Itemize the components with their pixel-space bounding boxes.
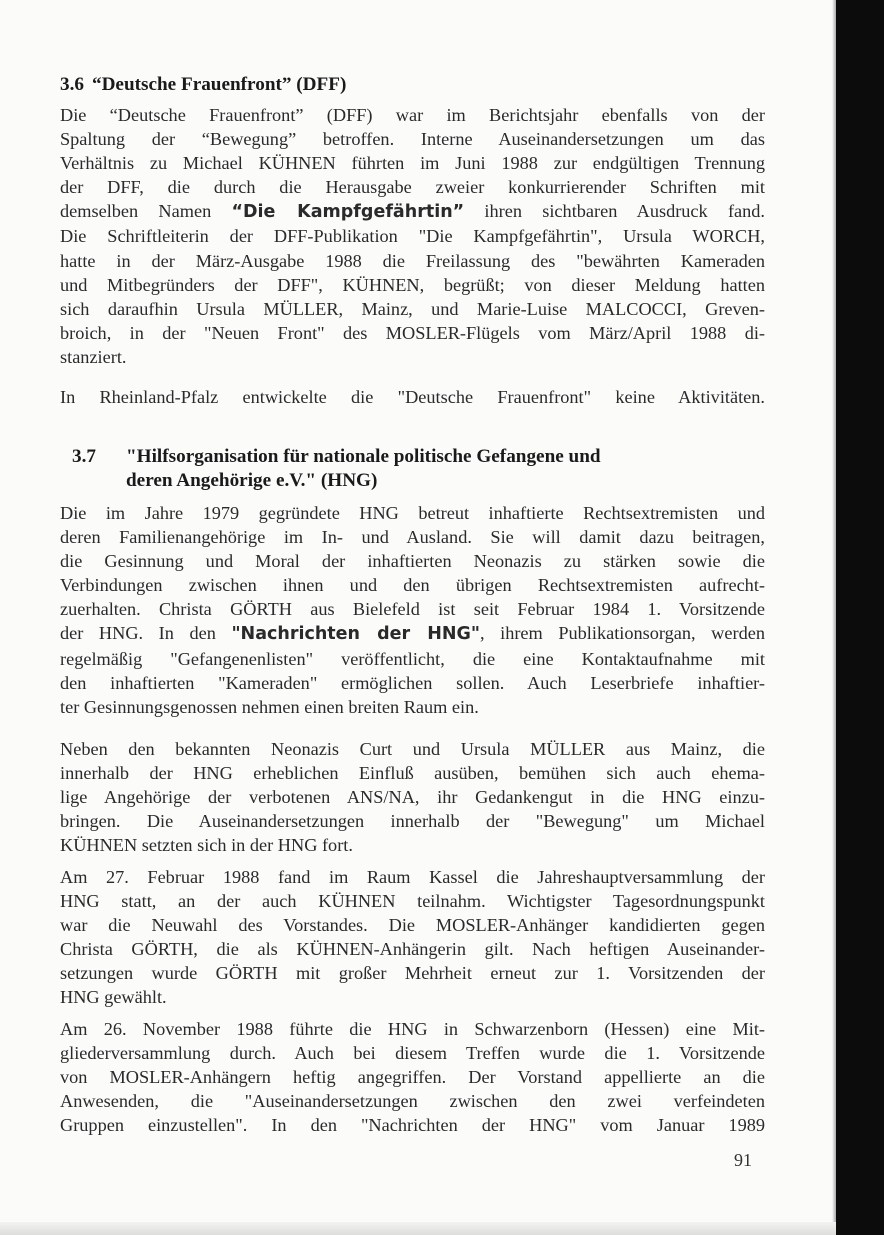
section-title-line: "Hilfsorganisation für nationale politische Gefangene und xyxy=(126,446,601,467)
paragraph-dff-1 xyxy=(60,103,765,369)
paragraph-hng-1 xyxy=(60,501,765,719)
section-number: 3.6 xyxy=(60,74,84,95)
section-heading-3-6 xyxy=(60,73,346,97)
text-line: Die Schriftleiterin der DFF-Publikation "Die Kampfgefährtin", Ursula WORCH, xyxy=(60,226,765,247)
text-line: und Mitbegründers der DFF", KÜHNEN, begrüßt; von dieser Meldung hatten xyxy=(60,274,765,295)
text-line: Anwesenden, die "Auseinandersetzungen zwischen den zwei verfeindeten xyxy=(60,1091,765,1112)
text-line: hatte in der März-Ausgabe 1988 die Freilassung des "bewährten Kameraden xyxy=(60,250,765,271)
text-line: regelmäßig "Gefangenenlisten" veröffentlicht, die eine Kontaktaufnahme mit xyxy=(60,648,765,669)
text-line: gliederversammlung durch. Auch bei diesem Treffen wurde die 1. Vorsitzende xyxy=(60,1043,765,1064)
text-line: die Gesinnung und Moral der inhaftierten Neonazis zu stärken sowie die xyxy=(60,551,765,572)
scan-bottom-strip xyxy=(0,1222,836,1235)
section-number: 3.7 xyxy=(72,446,96,467)
text-line: Die “Deutsche Frauenfront” (DFF) war im Berichtsjahr ebenfalls von der xyxy=(60,105,765,125)
text-line: von MOSLER-Anhängern heftig angegriffen. Der Vorstand appellierte an die xyxy=(60,1067,765,1088)
section-title-line: deren Angehörige e.V." (HNG) xyxy=(126,470,378,491)
text-line: innerhalb der HNG erheblichen Einfluß ausüben, bemühen sich auch ehema- xyxy=(60,763,765,784)
text-line-with-emphasis xyxy=(60,199,765,224)
text-line: Neben den bekannten Neonazis Curt und Ursula MÜLLER aus Mainz, die xyxy=(60,739,765,759)
text-line: In Rheinland-Pfalz entwickelte die "Deutsche Frauenfront" keine Aktivitäten. xyxy=(60,387,765,407)
text-line: stanziert. xyxy=(60,346,127,367)
text-line: Christa GÖRTH, die als KÜHNEN-Anhängerin gilt. Nach heftigen Auseinander- xyxy=(60,939,765,960)
text-line: deren Familienangehörige im In- und Ausland. Sie will damit dazu beitragen, xyxy=(60,527,765,548)
text-line: HNG gewählt. xyxy=(60,987,167,1008)
text-line: HNG statt, an der auch KÜHNEN teilnahm. Wichtigster Tagesordnungspunkt xyxy=(60,891,765,912)
page-number: 91 xyxy=(734,1150,752,1170)
section-title: “Deutsche Frauenfront” (DFF) xyxy=(91,74,347,95)
paragraph-dff-2 xyxy=(60,385,765,409)
publication-title-emphasis: “Die Kampfgefährtin” xyxy=(231,202,465,223)
text-line: Gruppen einzustellen". In den "Nachrichten der HNG" vom Januar 1989 xyxy=(60,1115,765,1136)
text-line: KÜHNEN setzten sich in der HNG fort. xyxy=(60,835,353,856)
publication-title-emphasis: "Nachrichten der HNG" xyxy=(231,624,480,645)
text-line: sich daraufhin Ursula MÜLLER, Mainz, und Marie-Luise MALCOCCI, Greven- xyxy=(60,298,765,319)
text-line: broich, in der "Neuen Front" des MOSLER-Flügels vom März/April 1988 di- xyxy=(60,322,765,343)
text-line: setzungen wurde GÖRTH mit großer Mehrheit erneut zur 1. Vorsitzenden der xyxy=(60,963,765,984)
paragraph-hng-2 xyxy=(60,737,765,857)
text-line-with-emphasis xyxy=(60,621,765,646)
text-line: Spaltung der “Bewegung” betroffen. Interne Auseinandersetzungen um das xyxy=(60,129,765,150)
paragraph-hng-4 xyxy=(60,1017,765,1137)
text-line: Verbindungen zwischen ihnen und den übrigen Rechtsextremisten aufrecht- xyxy=(60,575,765,596)
scan-edge-bar xyxy=(836,0,884,1235)
text-line: Die im Jahre 1979 gegründete HNG betreut inhaftierte Rechtsextremisten und xyxy=(60,503,765,523)
text-line: Am 26. November 1988 führte die HNG in Schwarzenborn (Hessen) eine Mit- xyxy=(60,1019,765,1039)
text-line: Am 27. Februar 1988 fand im Raum Kassel die Jahreshauptversammlung der xyxy=(60,867,765,887)
text-line: Verhältnis zu Michael KÜHNEN führten im Juni 1988 zur endgültigen Trennung xyxy=(60,153,765,174)
text-line: zuerhalten. Christa GÖRTH aus Bielefeld ist seit Februar 1984 1. Vorsitzende xyxy=(60,599,765,620)
text-run: ihren sichtbaren Ausdruck fand. xyxy=(484,201,766,222)
text-line: der DFF, die durch die Herausgabe zweier konkurrierender Schriften mit xyxy=(60,177,765,198)
text-line: ter Gesinnungsgenossen nehmen einen breiten Raum ein. xyxy=(60,696,479,717)
text-line: bringen. Die Auseinandersetzungen innerhalb der "Bewegung" um Michael xyxy=(60,811,765,832)
paragraph-hng-3 xyxy=(60,865,765,1010)
text-line: war die Neuwahl des Vorstandes. Die MOSLER-Anhänger kandidierten gegen xyxy=(60,915,765,936)
section-heading-3-7 xyxy=(72,445,601,493)
text-run: , ihrem Publikationsorgan, werden xyxy=(479,623,765,644)
text-run: demselben Namen xyxy=(60,201,212,222)
text-line: den inhaftierten "Kameraden" ermöglichen sollen. Auch Leserbriefe inhaftier- xyxy=(60,672,765,693)
text-line: lige Angehörige der verbotenen ANS/NA, ihr Gedankengut in die HNG einzu- xyxy=(60,787,765,808)
text-run: der HNG. In den xyxy=(60,623,216,644)
